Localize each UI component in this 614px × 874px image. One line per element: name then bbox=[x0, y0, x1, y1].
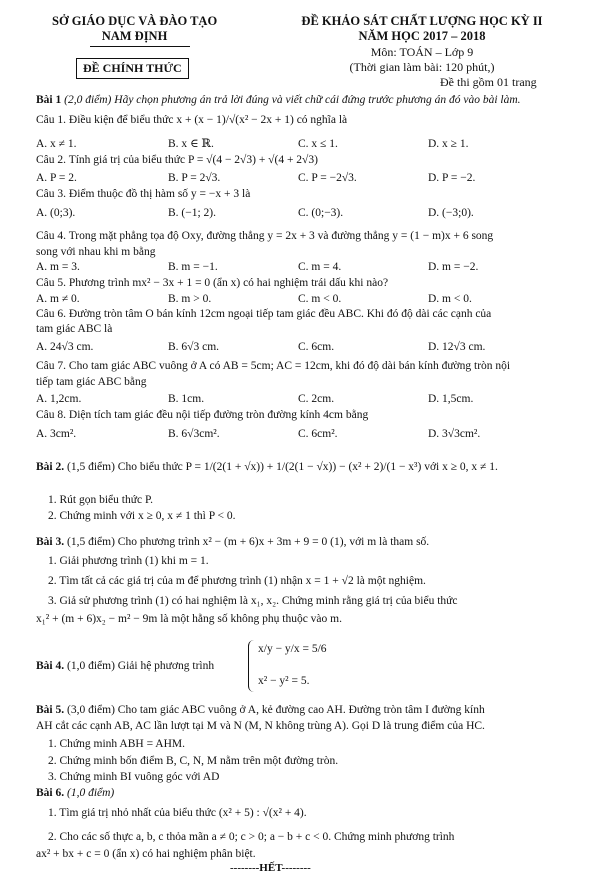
bai6-item-2: 2. Cho các số thực a, b, c thỏa mãn a ≠ 0; c > 0; a − b + c < 0. Chứng minh phương trình bbox=[48, 831, 455, 843]
bai3-item-2: 2. Tìm tất cả các giá trị của m để phương trình (1) nhận x = 1 + √2 là một nghiệm. bbox=[48, 575, 426, 587]
q2-option-b: B. P = 2√3. bbox=[168, 172, 221, 184]
question-3: Câu 3. Điểm thuộc đồ thị hàm số y = −x + 3 là bbox=[36, 188, 251, 200]
bai1-title: Bài 1 bbox=[36, 94, 65, 106]
bai6-intro: (1,0 điểm) bbox=[67, 787, 115, 799]
q4-option-a: A. m = 3. bbox=[36, 261, 80, 273]
bai5-intro-cont: AH cắt các cạnh AB, AC lần lượt tại M và N (M, N không trùng A). Gọi D là trung điểm của HC. bbox=[36, 720, 485, 732]
question-7: Câu 7. Cho tam giác ABC vuông ở A có AB = 5cm; AC = 12cm, khi đó độ dài bán kính đường tròn nội bbox=[36, 360, 511, 372]
question-5: Câu 5. Phương trình mx² − 3x + 1 = 0 (ẩn x) có hai nghiệm trái dấu khi nào? bbox=[36, 277, 389, 289]
q2-option-c: C. P = −2√3. bbox=[298, 172, 357, 184]
bai5-item-1: 1. Chứng minh ABH = AHM. bbox=[48, 738, 186, 750]
q4-option-b: B. m = −1. bbox=[168, 261, 218, 273]
bai6-item-2-cont: ax² + bx + c = 0 (ẩn x) có hai nghiệm phân biệt. bbox=[36, 848, 256, 860]
q6-option-a: A. 24√3 cm. bbox=[36, 341, 94, 353]
bai6-item-1: 1. Tìm giá trị nhỏ nhất của biểu thức (x² + 5) : √(x² + 4). bbox=[48, 807, 307, 819]
page-count: Đề thi gồm 01 trang bbox=[440, 75, 537, 89]
bai3-item-1: 1. Giải phương trình (1) khi m = 1. bbox=[48, 555, 209, 567]
bai6-heading bbox=[36, 786, 114, 801]
bai5-heading bbox=[36, 703, 485, 718]
question-6-cont: tam giác ABC là bbox=[36, 323, 113, 335]
q7-option-c: C. 2cm. bbox=[298, 393, 335, 405]
question-6: Câu 6. Đường tròn tâm O bán kính 12cm ngoại tiếp tam giác đều ABC. Khi đó độ dài các cạnh của bbox=[36, 308, 492, 320]
bai2-heading bbox=[36, 460, 498, 475]
bai1-heading bbox=[36, 93, 521, 108]
question-7-cont: tiếp tam giác ABC bằng bbox=[36, 376, 147, 388]
q5-option-c: C. m < 0. bbox=[298, 293, 342, 305]
bai5-title: Bài 5. bbox=[36, 704, 65, 716]
official-badge: ĐỀ CHÍNH THỨC bbox=[76, 58, 189, 79]
bai2-title: Bài 2. bbox=[36, 461, 65, 473]
exam-title: ĐỀ KHẢO SÁT CHẤT LƯỢNG HỌC KỲ II bbox=[301, 14, 543, 28]
bai5-item-3: 3. Chứng minh BI vuông góc với AD bbox=[48, 771, 220, 783]
q3-option-b: B. (−1; 2). bbox=[168, 207, 217, 219]
bai1-instructions: (2,0 điểm) Hãy chọn phương án trả lời đúng và viết chữ cái đứng trước phương án đó vào bài làm. bbox=[64, 94, 521, 106]
question-2: Câu 2. Tính giá trị của biểu thức P = √(4 − 2√3) + √(4 + 2√3) bbox=[36, 154, 318, 166]
q3-option-c: C. (0;−3). bbox=[298, 207, 344, 219]
q1-option-a: A. x ≠ 1. bbox=[36, 138, 77, 150]
q6-option-c: C. 6cm. bbox=[298, 341, 335, 353]
q7-option-b: B. 1cm. bbox=[168, 393, 205, 405]
subject-line: Môn: TOÁN – Lớp 9 bbox=[370, 45, 474, 59]
q4-option-d: D. m = −2. bbox=[428, 261, 479, 273]
bai4-heading bbox=[36, 659, 214, 674]
bai4-intro: (1,0 điểm) Giải hệ phương trình bbox=[67, 660, 215, 672]
q5-option-d: D. m < 0. bbox=[428, 293, 472, 305]
q5-option-b: B. m > 0. bbox=[168, 293, 212, 305]
q2-option-a: A. P = 2. bbox=[36, 172, 77, 184]
q1-option-d: D. x ≥ 1. bbox=[428, 138, 469, 150]
bai6-title: Bài 6. bbox=[36, 787, 65, 799]
time-line: (Thời gian làm bài: 120 phút,) bbox=[349, 60, 495, 74]
question-4: Câu 4. Trong mặt phẳng tọa độ Oxy, đường thẳng y = 2x + 3 và đường thẳng y = (1 − m)x + 6 song bbox=[36, 230, 494, 242]
department-name: SỞ GIÁO DỤC VÀ ĐÀO TẠO bbox=[52, 14, 218, 28]
q3-option-d: D. (−3;0). bbox=[428, 207, 474, 219]
q1-option-c: C. x ≤ 1. bbox=[298, 138, 338, 150]
end-marker: --------HẾT-------- bbox=[230, 862, 311, 874]
bai3-intro: (1,5 điểm) Cho phương trình x² − (m + 6)x + 3m + 9 = 0 (1), với m là tham số. bbox=[67, 536, 430, 548]
system-equation-2: x² − y² = 5. bbox=[258, 675, 310, 687]
q3-option-a: A. (0;3). bbox=[36, 207, 76, 219]
bai5-item-2: 2. Chứng minh bốn điểm B, C, N, M nằm trên một đường tròn. bbox=[48, 755, 339, 767]
bai3-heading bbox=[36, 535, 429, 550]
q6-option-b: B. 6√3 cm. bbox=[168, 341, 220, 353]
q7-option-d: D. 1,5cm. bbox=[428, 393, 474, 405]
bai2-item-2: 2. Chứng minh với x ≥ 0, x ≠ 1 thì P < 0. bbox=[48, 510, 236, 522]
province-name: NAM ĐỊNH bbox=[101, 29, 168, 43]
bai2-item-1: 1. Rút gọn biểu thức P. bbox=[48, 494, 153, 506]
bai2-intro: (1,5 điểm) Cho biểu thức P = 1/(2(1 + √x)) + 1/(2(1 − √x)) − (x² + 2)/(1 − x³) với x ≥ 0, x ≠ 1. bbox=[67, 461, 498, 473]
question-4-cont: song với nhau khi m bằng bbox=[36, 246, 156, 258]
q8-option-a: A. 3cm². bbox=[36, 428, 77, 440]
bai3-item-3: 3. Giả sử phương trình (1) có hai nghiệm là x₁, x₂. Chứng minh rằng giá trị của biểu thức bbox=[48, 595, 458, 607]
bai4-title: Bài 4. bbox=[36, 660, 65, 672]
header-rule bbox=[90, 46, 190, 47]
q8-option-c: C. 6cm². bbox=[298, 428, 338, 440]
question-1: Câu 1. Điều kiện để biểu thức x + (x − 1)/√(x² − 2x + 1) có nghĩa là bbox=[36, 114, 348, 126]
q6-option-d: D. 12√3 cm. bbox=[428, 341, 486, 353]
q1-option-b: B. x ∈ ℝ. bbox=[168, 138, 214, 150]
bai3-item-3-cont: x₁² + (m + 6)x₂ − m² − 9m là một hằng số không phụ thuộc vào m. bbox=[36, 613, 342, 625]
system-brace bbox=[248, 640, 255, 692]
school-year: NĂM HỌC 2017 – 2018 bbox=[358, 29, 486, 43]
q7-option-a: A. 1,2cm. bbox=[36, 393, 82, 405]
question-8: Câu 8. Diện tích tam giác đều nội tiếp đường tròn đường kính 4cm bằng bbox=[36, 409, 369, 421]
system-equation-1: x/y − y/x = 5/6 bbox=[258, 643, 327, 655]
bai3-title: Bài 3. bbox=[36, 536, 65, 548]
q5-option-a: A. m ≠ 0. bbox=[36, 293, 80, 305]
q2-option-d: D. P = −2. bbox=[428, 172, 476, 184]
q8-option-b: B. 6√3cm². bbox=[168, 428, 220, 440]
q8-option-d: D. 3√3cm². bbox=[428, 428, 481, 440]
bai5-intro: (3,0 điểm) Cho tam giác ABC vuông ở A, kẻ đường cao AH. Đường tròn tâm I đường kính bbox=[67, 704, 485, 716]
q4-option-c: C. m = 4. bbox=[298, 261, 342, 273]
